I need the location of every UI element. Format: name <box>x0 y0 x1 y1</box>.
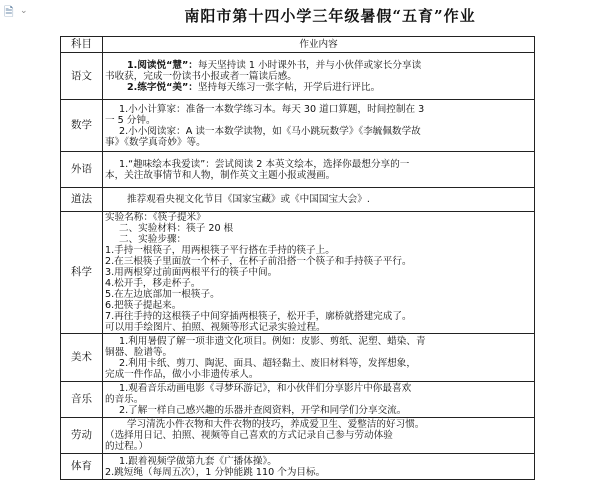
text-line: 2.在三根筷子里面放一个杯子，在杯子前沿搭一个筷子和手持筷子平行。 <box>105 256 412 267</box>
text-line: 6.把筷子提起来。 <box>105 300 182 311</box>
text-line: 7.再往手持的这根筷子中间穿插两根筷子，松开手，廓桥就搭建完成了。 <box>105 311 412 322</box>
text-line: 二、实验材料：筷子 20 根 <box>119 223 234 234</box>
text-line: 2.了解一样自己感兴趣的乐器并查阅资料，开学和同学们分享交流。 <box>119 405 407 416</box>
table-row-tiyu <box>61 454 535 480</box>
subject-cell: 数学 <box>61 100 103 152</box>
text-line: 1.“趣味绘本我爱读”：尝试阅读 2 本英文绘本，选择你最想分享的一 <box>119 158 410 170</box>
text-line: 1.观看音乐动画电影《寻梦环游记》，和小伙伴们分享影片中你最喜欢 <box>119 383 412 394</box>
text-line: 可以用手绘图片、拍照、视频等形式记录实验过程。 <box>105 322 326 333</box>
content-cell <box>103 454 535 480</box>
table-row-kexue <box>61 212 535 334</box>
subject-cell: 劳动 <box>61 418 103 454</box>
table-header-row <box>61 37 535 53</box>
table-row-yinyue <box>61 382 535 418</box>
text-line: 2.跳短绳（每周五次），1 分钟能跳 110 个为目标。 <box>105 466 326 478</box>
subject-cell: 外语 <box>61 152 103 188</box>
text-line: 完成一件作品，做小小非遗传承人。 <box>105 368 259 380</box>
content-cell <box>103 188 535 212</box>
text-line: 事》《数学真奇妙》等。 <box>105 136 206 148</box>
text-line: 1.阅读悦“慧”：每天坚持读 1 小时课外书，并与小伙伴或家长分享读 <box>127 59 422 71</box>
text-line: 的音乐。 <box>105 394 144 405</box>
text-line: 2.练字悦“美”：坚持每天练习一张字帖，开学后进行评比。 <box>127 81 381 93</box>
subject-cell: 科学 <box>61 212 103 334</box>
header-content: 作业内容 <box>103 37 535 53</box>
content-cell <box>103 100 535 152</box>
text-line: 一 5 分钟。 <box>105 114 156 126</box>
text-line: 的过程。） <box>105 441 149 452</box>
subject-cell: 语文 <box>61 53 103 100</box>
table-row-waiyu <box>61 152 535 188</box>
text-line: 二、实验步骤： <box>119 234 187 245</box>
subject-cell: 体育 <box>61 454 103 480</box>
text-line: 书收获，完成一份读书小报或者一篇读后感。 <box>105 70 297 82</box>
text-line: 5.在左边底部加一根筷子。 <box>105 289 220 300</box>
text-line: 1.跟着视频学做第九套《广播体操》。 <box>119 455 277 467</box>
text-line: 本，关注故事情节和人物，制作英文主题小报或漫画。 <box>105 169 336 181</box>
text-line: 1.利用暑假了解一项非遗文化项目。例如：皮影、剪纸、泥塑、蜡染、青 <box>119 335 426 347</box>
content-cell <box>103 382 535 418</box>
text-line: 推荐观看央视文化节目《国家宝藏》或《中国国宝大会》. <box>127 194 370 205</box>
text-line: 2.小小阅读家：A 读一本数学读物，如《马小跳玩数学》《李毓佩数学故 <box>119 125 421 137</box>
table-row-daofa <box>61 188 535 212</box>
text-line: 3.用两根穿过前面两根平行的筷子中间。 <box>105 267 278 278</box>
content-cell <box>103 334 535 382</box>
table-row-laodong <box>61 418 535 454</box>
text-line: 铜器、脸谱等。 <box>105 346 173 358</box>
homework-table <box>60 36 535 480</box>
chevron-down-icon[interactable]: ⌄ <box>20 6 28 16</box>
text-line: （选择用日记、拍照、视频等自己喜欢的方式记录自己参与劳动体验 <box>105 430 393 441</box>
text-line: 实验名称：《筷子提米》 <box>105 212 206 223</box>
text-line: 2.利用卡纸、剪刀、陶泥、面具、超轻黏土、废旧材料等，发挥想象， <box>119 357 416 369</box>
subject-cell: 美术 <box>61 334 103 382</box>
subject-cell: 音乐 <box>61 382 103 418</box>
text-line: 1.小小计算家：准备一本数学练习本。每天 30 道口算题，时间控制在 3 <box>119 103 425 115</box>
content-cell <box>103 418 535 454</box>
subject-cell: 道法 <box>61 188 103 212</box>
table-row-shuxue <box>61 100 535 152</box>
text-line: 学习清洗小件衣物和大件衣物的技巧，养成爱卫生、爱整洁的好习惯。 <box>127 419 425 430</box>
table-row-yuwen <box>61 53 535 100</box>
text-line: 4.松开手，移走杯子。 <box>105 278 201 289</box>
content-cell <box>103 53 535 100</box>
table-row-meishu <box>61 334 535 382</box>
document-icon[interactable]: 🗎 <box>4 5 14 19</box>
document-title: 南阳市第十四小学三年级暑假“五育”作业 <box>184 7 476 25</box>
header-subject: 科目 <box>61 37 103 53</box>
text-line: 1.手持一根筷子，用两根筷子平行搭在手持的筷子上。 <box>105 245 335 256</box>
content-cell <box>103 212 535 334</box>
content-cell <box>103 152 535 188</box>
